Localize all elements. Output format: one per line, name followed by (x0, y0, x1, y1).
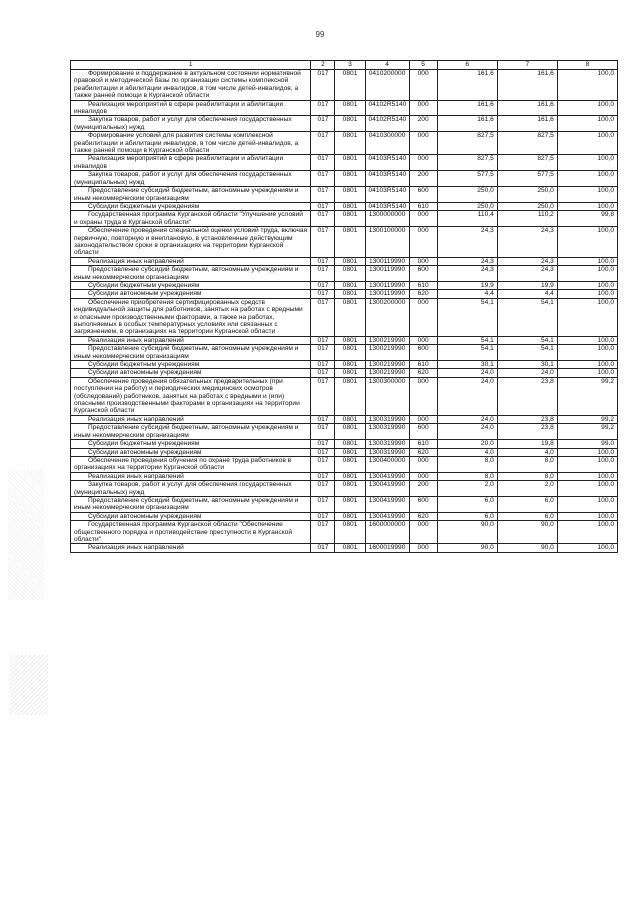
scan-artifact (10, 655, 48, 715)
planned-amount-cell: 90,0 (437, 544, 497, 552)
execution-percent-cell: 100,0 (557, 472, 617, 480)
target-article-cell: 1300119990 (365, 281, 409, 289)
row-name-cell: Закупка товаров, работ и услуг для обеспечения государственных (муниципальных) нужд (71, 171, 311, 187)
expense-type-cell: 000 (409, 415, 437, 423)
ministry-code-cell: 017 (311, 70, 335, 101)
expense-type-cell: 000 (409, 132, 437, 155)
planned-amount-cell: 24,0 (437, 377, 497, 415)
row-name-cell: Субсидии автономным учреждениям (71, 369, 311, 377)
table-row (71, 369, 618, 377)
planned-amount-cell: 161,6 (437, 116, 497, 132)
executed-amount-cell: 24,3 (497, 257, 557, 265)
target-article-cell: 0410200000 (365, 70, 409, 101)
execution-percent-cell: 100,0 (557, 281, 617, 289)
expense-type-cell: 000 (409, 211, 437, 227)
table-row (71, 496, 618, 512)
expense-type-cell: 000 (409, 456, 437, 472)
table-row (71, 472, 618, 480)
target-article-cell: 1300419990 (365, 481, 409, 497)
target-article-cell: 1300100000 (365, 227, 409, 258)
row-name-cell: Субсидии бюджетным учреждениям (71, 440, 311, 448)
column-number-row (71, 61, 618, 70)
execution-percent-cell: 100,0 (557, 171, 617, 187)
target-article-cell: 1300119990 (365, 266, 409, 282)
column-number-8: 8 (557, 61, 617, 70)
target-article-cell: 04103R5140 (365, 155, 409, 171)
row-name-cell: Формирование условий для развития системы комплексной реабилитации и абилитации инвалидов, в том числе детей-инвалидов, а также ранней помощи в Курганской области (71, 132, 311, 155)
planned-amount-cell: 4,4 (437, 290, 497, 298)
target-article-cell: 1300200000 (365, 298, 409, 336)
ministry-code-cell: 017 (311, 155, 335, 171)
table-row (71, 132, 618, 155)
planned-amount-cell: 24,0 (437, 424, 497, 440)
ministry-code-cell: 017 (311, 171, 335, 187)
execution-percent-cell: 100,0 (557, 116, 617, 132)
executed-amount-cell: 4,0 (497, 448, 557, 456)
planned-amount-cell: 24,3 (437, 227, 497, 258)
target-article-cell: 1300319990 (365, 448, 409, 456)
planned-amount-cell: 4,0 (437, 448, 497, 456)
ministry-code-cell: 017 (311, 100, 335, 116)
planned-amount-cell: 161,6 (437, 70, 497, 101)
section-code-cell: 0801 (335, 440, 365, 448)
executed-amount-cell: 23,8 (497, 377, 557, 415)
planned-amount-cell: 6,0 (437, 496, 497, 512)
row-name-cell: Субсидии автономным учреждениям (71, 448, 311, 456)
expense-type-cell: 600 (409, 424, 437, 440)
table-row (71, 100, 618, 116)
expense-type-cell: 000 (409, 336, 437, 344)
executed-amount-cell: 8,0 (497, 456, 557, 472)
ministry-code-cell: 017 (311, 369, 335, 377)
executed-amount-cell: 90,0 (497, 521, 557, 544)
row-name-cell: Закупка товаров, работ и услуг для обеспечения государственных (муниципальных) нужд (71, 481, 311, 497)
execution-percent-cell: 100,0 (557, 70, 617, 101)
expense-type-cell: 000 (409, 227, 437, 258)
section-code-cell: 0801 (335, 266, 365, 282)
row-name-cell: Обеспечение проведения обязательных предварительных (при поступлении на работу) и периодических медицинских осмотров (обследований) работников, занятых на работах с вредными и (или) опасными производственными факторами в организациях на территории Курганской области (71, 377, 311, 415)
target-article-cell: 1300319990 (365, 424, 409, 440)
row-name-cell: Субсидии автономным учреждениям (71, 290, 311, 298)
table-row (71, 70, 618, 101)
planned-amount-cell: 24,0 (437, 415, 497, 423)
executed-amount-cell: 161,6 (497, 70, 557, 101)
table-row (71, 211, 618, 227)
executed-amount-cell: 23,8 (497, 415, 557, 423)
budget-table-body (71, 61, 618, 553)
execution-percent-cell: 100,0 (557, 132, 617, 155)
executed-amount-cell: 6,0 (497, 496, 557, 512)
column-number-5: 5 (409, 61, 437, 70)
table-row (71, 440, 618, 448)
expense-type-cell: 000 (409, 100, 437, 116)
ministry-code-cell: 017 (311, 132, 335, 155)
planned-amount-cell: 110,4 (437, 211, 497, 227)
section-code-cell: 0801 (335, 481, 365, 497)
planned-amount-cell: 54,1 (437, 298, 497, 336)
expense-type-cell: 610 (409, 281, 437, 289)
target-article-cell: 04103R5140 (365, 171, 409, 187)
target-article-cell: 1300119990 (365, 290, 409, 298)
row-name-cell: Закупка товаров, работ и услуг для обеспечения государственных (муниципальных) нужд (71, 116, 311, 132)
planned-amount-cell: 161,6 (437, 100, 497, 116)
planned-amount-cell: 30,1 (437, 361, 497, 369)
ministry-code-cell: 017 (311, 290, 335, 298)
section-code-cell: 0801 (335, 281, 365, 289)
row-name-cell: Обеспечение приобретения сертифицированных средств индивидуальной защиты для работников, занятых на работах с вредными и опасными производственными факторами, а также на работах, выполняемых в особых температурных условиях или связанных с загрязнением, в организациях на территории Курганской области (71, 298, 311, 336)
section-code-cell: 0801 (335, 369, 365, 377)
column-number-3: 3 (335, 61, 365, 70)
executed-amount-cell: 2,0 (497, 481, 557, 497)
column-number-1: 1 (71, 61, 311, 70)
row-name-cell: Субсидии бюджетным учреждениям (71, 202, 311, 210)
target-article-cell: 1300419990 (365, 512, 409, 520)
table-row (71, 187, 618, 203)
ministry-code-cell: 017 (311, 472, 335, 480)
planned-amount-cell: 90,0 (437, 521, 497, 544)
executed-amount-cell: 827,5 (497, 132, 557, 155)
table-row (71, 202, 618, 210)
target-article-cell: 1300219990 (365, 369, 409, 377)
row-name-cell: Реализация иных направлений (71, 415, 311, 423)
planned-amount-cell: 827,5 (437, 132, 497, 155)
ministry-code-cell: 017 (311, 266, 335, 282)
expense-type-cell: 000 (409, 70, 437, 101)
table-row (71, 448, 618, 456)
row-name-cell: Предоставление субсидий бюджетным, автономным учреждениям и иным некоммерческим организациям (71, 266, 311, 282)
row-name-cell: Обеспечение проведения специальной оценки условий труда, включая первичную, повторную и внеплановую, в установленные действующим законодательством сроки в организациях на территории Курганской области (71, 227, 311, 258)
expense-type-cell: 000 (409, 377, 437, 415)
section-code-cell: 0801 (335, 202, 365, 210)
planned-amount-cell: 827,5 (437, 155, 497, 171)
executed-amount-cell: 54,1 (497, 336, 557, 344)
planned-amount-cell: 8,0 (437, 472, 497, 480)
target-article-cell: 04102R5140 (365, 116, 409, 132)
executed-amount-cell: 250,0 (497, 202, 557, 210)
expense-type-cell: 600 (409, 496, 437, 512)
expense-type-cell: 000 (409, 544, 437, 552)
execution-percent-cell: 100,0 (557, 290, 617, 298)
expense-type-cell: 000 (409, 257, 437, 265)
table-row (71, 266, 618, 282)
section-code-cell: 0801 (335, 336, 365, 344)
execution-percent-cell: 99,2 (557, 415, 617, 423)
ministry-code-cell: 017 (311, 336, 335, 344)
ministry-code-cell: 017 (311, 481, 335, 497)
executed-amount-cell: 161,6 (497, 116, 557, 132)
row-name-cell: Реализация иных направлений (71, 544, 311, 552)
row-name-cell: Обеспечение проведения обучения по охране труда работников в организациях на территории Курганской области (71, 456, 311, 472)
execution-percent-cell: 100,0 (557, 496, 617, 512)
execution-percent-cell: 99,2 (557, 424, 617, 440)
section-code-cell: 0801 (335, 100, 365, 116)
section-code-cell: 0801 (335, 415, 365, 423)
execution-percent-cell: 99,2 (557, 377, 617, 415)
section-code-cell: 0801 (335, 544, 365, 552)
planned-amount-cell: 250,0 (437, 202, 497, 210)
table-row (71, 227, 618, 258)
table-row (71, 290, 618, 298)
executed-amount-cell: 827,5 (497, 155, 557, 171)
ministry-code-cell: 017 (311, 257, 335, 265)
target-article-cell: 1300419990 (365, 496, 409, 512)
executed-amount-cell: 54,1 (497, 298, 557, 336)
planned-amount-cell: 20,0 (437, 440, 497, 448)
table-row (71, 424, 618, 440)
expense-type-cell: 620 (409, 369, 437, 377)
ministry-code-cell: 017 (311, 424, 335, 440)
executed-amount-cell: 250,0 (497, 187, 557, 203)
table-row (71, 544, 618, 552)
execution-percent-cell: 99,8 (557, 211, 617, 227)
table-row (71, 298, 618, 336)
ministry-code-cell: 017 (311, 456, 335, 472)
row-name-cell: Субсидии бюджетным учреждениям (71, 361, 311, 369)
executed-amount-cell: 8,0 (497, 472, 557, 480)
table-row (71, 512, 618, 520)
budget-table (70, 60, 618, 553)
ministry-code-cell: 017 (311, 440, 335, 448)
table-row (71, 171, 618, 187)
ministry-code-cell: 017 (311, 202, 335, 210)
expense-type-cell: 620 (409, 448, 437, 456)
section-code-cell: 0801 (335, 155, 365, 171)
target-article-cell: 1300000000 (365, 211, 409, 227)
section-code-cell: 0801 (335, 257, 365, 265)
planned-amount-cell: 8,0 (437, 456, 497, 472)
executed-amount-cell: 24,3 (497, 227, 557, 258)
row-name-cell: Реализация иных направлений (71, 257, 311, 265)
section-code-cell: 0801 (335, 187, 365, 203)
execution-percent-cell: 100,0 (557, 227, 617, 258)
row-name-cell: Государственная программа Курганской области "Обеспечение общественного порядка и противодействие преступности в Курганской области" (71, 521, 311, 544)
section-code-cell: 0801 (335, 424, 365, 440)
row-name-cell: Государственная программа Курганской области "Улучшение условий и охраны труда в Курганской области" (71, 211, 311, 227)
section-code-cell: 0801 (335, 290, 365, 298)
row-name-cell: Реализация иных направлений (71, 336, 311, 344)
target-article-cell: 04102R5140 (365, 100, 409, 116)
ministry-code-cell: 017 (311, 187, 335, 203)
expense-type-cell: 610 (409, 361, 437, 369)
execution-percent-cell: 100,0 (557, 187, 617, 203)
execution-percent-cell: 100,0 (557, 512, 617, 520)
planned-amount-cell: 24,3 (437, 257, 497, 265)
row-name-cell: Реализация мероприятий в сфере реабилитации и абилитации инвалидов (71, 100, 311, 116)
row-name-cell: Предоставление субсидий бюджетным, автономным учреждениям и иным некоммерческим организациям (71, 187, 311, 203)
expense-type-cell: 000 (409, 472, 437, 480)
section-code-cell: 0801 (335, 298, 365, 336)
executed-amount-cell: 23,8 (497, 424, 557, 440)
ministry-code-cell: 017 (311, 116, 335, 132)
executed-amount-cell: 24,3 (497, 266, 557, 282)
ministry-code-cell: 017 (311, 512, 335, 520)
planned-amount-cell: 24,3 (437, 266, 497, 282)
ministry-code-cell: 017 (311, 361, 335, 369)
ministry-code-cell: 017 (311, 281, 335, 289)
row-name-cell: Предоставление субсидий бюджетным, автономным учреждениям и иным некоммерческим организациям (71, 496, 311, 512)
expense-type-cell: 620 (409, 512, 437, 520)
planned-amount-cell: 54,1 (437, 345, 497, 361)
executed-amount-cell: 4,4 (497, 290, 557, 298)
ministry-code-cell: 017 (311, 211, 335, 227)
executed-amount-cell: 19,8 (497, 440, 557, 448)
page-number: 99 (315, 30, 325, 39)
planned-amount-cell: 54,1 (437, 336, 497, 344)
target-article-cell: 1300219990 (365, 361, 409, 369)
executed-amount-cell: 577,5 (497, 171, 557, 187)
execution-percent-cell: 100,0 (557, 369, 617, 377)
executed-amount-cell: 110,2 (497, 211, 557, 227)
target-article-cell: 04103R5140 (365, 187, 409, 203)
execution-percent-cell: 100,0 (557, 298, 617, 336)
execution-percent-cell: 100,0 (557, 266, 617, 282)
ministry-code-cell: 017 (311, 521, 335, 544)
section-code-cell: 0801 (335, 456, 365, 472)
expense-type-cell: 000 (409, 298, 437, 336)
expense-type-cell: 200 (409, 116, 437, 132)
column-number-7: 7 (497, 61, 557, 70)
section-code-cell: 0801 (335, 116, 365, 132)
section-code-cell: 0801 (335, 171, 365, 187)
section-code-cell: 0801 (335, 377, 365, 415)
ministry-code-cell: 017 (311, 298, 335, 336)
section-code-cell: 0801 (335, 211, 365, 227)
executed-amount-cell: 54,1 (497, 345, 557, 361)
expense-type-cell: 600 (409, 345, 437, 361)
ministry-code-cell: 017 (311, 415, 335, 423)
ministry-code-cell: 017 (311, 377, 335, 415)
planned-amount-cell: 2,0 (437, 481, 497, 497)
execution-percent-cell: 100,0 (557, 521, 617, 544)
table-row (71, 257, 618, 265)
section-code-cell: 0801 (335, 132, 365, 155)
ministry-code-cell: 017 (311, 227, 335, 258)
row-name-cell: Реализация мероприятий в сфере реабилитации и абилитации инвалидов (71, 155, 311, 171)
execution-percent-cell: 100,0 (557, 361, 617, 369)
column-number-4: 4 (365, 61, 409, 70)
table-row (71, 116, 618, 132)
section-code-cell: 0801 (335, 512, 365, 520)
target-article-cell: 04103R5140 (365, 202, 409, 210)
expense-type-cell: 610 (409, 202, 437, 210)
executed-amount-cell: 30,1 (497, 361, 557, 369)
section-code-cell: 0801 (335, 70, 365, 101)
section-code-cell: 0801 (335, 521, 365, 544)
target-article-cell: 1300319990 (365, 415, 409, 423)
target-article-cell: 1300119990 (365, 257, 409, 265)
planned-amount-cell: 6,0 (437, 512, 497, 520)
row-name-cell: Предоставление субсидий бюджетным, автономным учреждениям и иным некоммерческим организациям (71, 345, 311, 361)
execution-percent-cell: 100,0 (557, 202, 617, 210)
row-name-cell: Субсидии автономным учреждениям (71, 512, 311, 520)
planned-amount-cell: 19,9 (437, 281, 497, 289)
table-row (71, 281, 618, 289)
target-article-cell: 1300300000 (365, 377, 409, 415)
expense-type-cell: 200 (409, 481, 437, 497)
target-article-cell: 1600000000 (365, 521, 409, 544)
table-row (71, 345, 618, 361)
execution-percent-cell: 99,0 (557, 440, 617, 448)
execution-percent-cell: 100,0 (557, 448, 617, 456)
execution-percent-cell: 100,0 (557, 345, 617, 361)
execution-percent-cell: 100,0 (557, 336, 617, 344)
expense-type-cell: 000 (409, 521, 437, 544)
section-code-cell: 0801 (335, 345, 365, 361)
target-article-cell: 1300219990 (365, 336, 409, 344)
expense-type-cell: 000 (409, 155, 437, 171)
table-row (71, 377, 618, 415)
planned-amount-cell: 24,0 (437, 369, 497, 377)
target-article-cell: 1300219990 (365, 345, 409, 361)
executed-amount-cell: 90,0 (497, 544, 557, 552)
executed-amount-cell: 161,6 (497, 100, 557, 116)
row-name-cell: Реализация иных направлений (71, 472, 311, 480)
row-name-cell: Формирование и поддержание в актуальном состоянии нормативной правовой и методической базы по организации системы комплексной реабилитации и абилитации инвалидов, в том числе детей-инвалидов, а также ранней помощи в Курганской области (71, 70, 311, 101)
table-row (71, 521, 618, 544)
expense-type-cell: 610 (409, 440, 437, 448)
section-code-cell: 0801 (335, 448, 365, 456)
target-article-cell: 1600019990 (365, 544, 409, 552)
execution-percent-cell: 100,0 (557, 544, 617, 552)
execution-percent-cell: 100,0 (557, 481, 617, 497)
expense-type-cell: 620 (409, 290, 437, 298)
executed-amount-cell: 6,0 (497, 512, 557, 520)
target-article-cell: 1300419990 (365, 472, 409, 480)
column-number-6: 6 (437, 61, 497, 70)
execution-percent-cell: 100,0 (557, 456, 617, 472)
table-row (71, 481, 618, 497)
table-row (71, 361, 618, 369)
ministry-code-cell: 017 (311, 448, 335, 456)
row-name-cell: Предоставление субсидий бюджетным, автономным учреждениям и иным некоммерческим организациям (71, 424, 311, 440)
section-code-cell: 0801 (335, 361, 365, 369)
planned-amount-cell: 577,5 (437, 171, 497, 187)
expense-type-cell: 200 (409, 171, 437, 187)
section-code-cell: 0801 (335, 472, 365, 480)
ministry-code-cell: 017 (311, 544, 335, 552)
row-name-cell: Субсидии бюджетным учреждениям (71, 281, 311, 289)
table-row (71, 415, 618, 423)
table-row (71, 155, 618, 171)
target-article-cell: 0410300000 (365, 132, 409, 155)
planned-amount-cell: 250,0 (437, 187, 497, 203)
table-row (71, 456, 618, 472)
executed-amount-cell: 19,9 (497, 281, 557, 289)
executed-amount-cell: 24,0 (497, 369, 557, 377)
expense-type-cell: 600 (409, 187, 437, 203)
execution-percent-cell: 100,0 (557, 257, 617, 265)
execution-percent-cell: 100,0 (557, 100, 617, 116)
scan-artifact (8, 470, 44, 600)
section-code-cell: 0801 (335, 227, 365, 258)
table-row (71, 336, 618, 344)
section-code-cell: 0801 (335, 496, 365, 512)
target-article-cell: 1300319990 (365, 440, 409, 448)
column-number-2: 2 (311, 61, 335, 70)
ministry-code-cell: 017 (311, 496, 335, 512)
ministry-code-cell: 017 (311, 345, 335, 361)
expense-type-cell: 600 (409, 266, 437, 282)
execution-percent-cell: 100,0 (557, 155, 617, 171)
target-article-cell: 1300400000 (365, 456, 409, 472)
